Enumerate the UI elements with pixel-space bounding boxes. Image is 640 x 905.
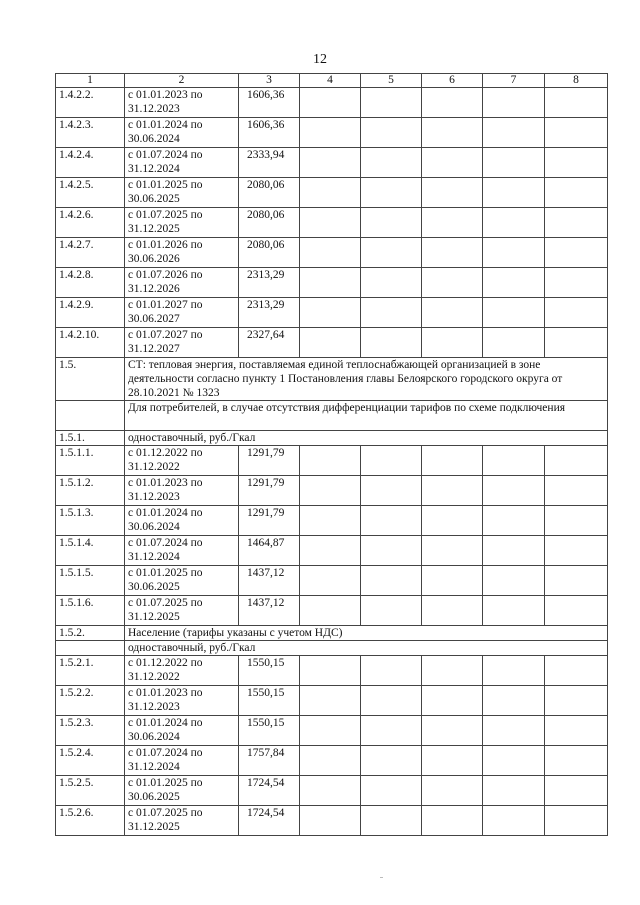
empty-cell — [483, 746, 545, 776]
empty-cell — [545, 238, 608, 268]
row-code: 1.4.2.10. — [56, 328, 125, 358]
empty-cell — [422, 88, 483, 118]
section-text: Население (тарифы указаны с учетом НДС) — [125, 626, 608, 641]
row-period: с 01.07.2025 по 31.12.2025 — [125, 596, 239, 626]
empty-cell — [300, 746, 361, 776]
empty-cell — [300, 476, 361, 506]
table-row — [56, 268, 608, 298]
row-period: с 01.07.2024 по 31.12.2024 — [125, 536, 239, 566]
row-value: 1606,36 — [239, 118, 300, 148]
row-value: 1437,12 — [239, 596, 300, 626]
empty-cell — [483, 268, 545, 298]
empty-cell — [483, 148, 545, 178]
empty-cell — [483, 806, 545, 836]
empty-cell — [361, 208, 422, 238]
empty-cell — [300, 298, 361, 328]
row-code: 1.5.2.1. — [56, 656, 125, 686]
empty-cell — [483, 446, 545, 476]
empty-cell — [422, 776, 483, 806]
empty-cell — [545, 506, 608, 536]
empty-cell — [545, 208, 608, 238]
empty-cell — [483, 328, 545, 358]
row-code: 1.5.2.2. — [56, 686, 125, 716]
empty-cell — [545, 566, 608, 596]
empty-cell — [361, 328, 422, 358]
section-row — [56, 626, 608, 641]
table-row — [56, 806, 608, 836]
table-row — [56, 208, 608, 238]
row-code: 1.4.2.2. — [56, 88, 125, 118]
table-row — [56, 686, 608, 716]
empty-cell — [361, 536, 422, 566]
section-text: Для потребителей, в случае отсутствия дифференциации тарифов по схеме подключения — [125, 401, 608, 431]
row-value: 1464,87 — [239, 536, 300, 566]
row-period: с 01.07.2024 по 31.12.2024 — [125, 148, 239, 178]
section-text: одноставочный, руб./Гкал — [125, 641, 608, 656]
table-row — [56, 328, 608, 358]
empty-cell — [422, 446, 483, 476]
row-period: с 01.01.2023 по 31.12.2023 — [125, 686, 239, 716]
column-header: 8 — [545, 74, 608, 88]
empty-cell — [483, 776, 545, 806]
row-value: 2333,94 — [239, 148, 300, 178]
row-value: 2080,06 — [239, 238, 300, 268]
row-value: 1550,15 — [239, 656, 300, 686]
row-period: с 01.01.2025 по 30.06.2025 — [125, 178, 239, 208]
empty-cell — [300, 446, 361, 476]
row-code: 1.5.1.2. — [56, 476, 125, 506]
section-row — [56, 401, 608, 431]
empty-cell — [545, 746, 608, 776]
row-code: 1.4.2.4. — [56, 148, 125, 178]
empty-cell — [545, 118, 608, 148]
row-code: 1.4.2.9. — [56, 298, 125, 328]
empty-cell — [483, 536, 545, 566]
empty-cell — [422, 596, 483, 626]
table-row — [56, 596, 608, 626]
section-text: одноставочный, руб./Гкал — [125, 431, 608, 446]
row-code: 1.5.1.6. — [56, 596, 125, 626]
row-value: 1291,79 — [239, 476, 300, 506]
table-header-row — [56, 74, 608, 88]
row-value: 1757,84 — [239, 746, 300, 776]
empty-cell — [300, 656, 361, 686]
empty-cell — [361, 238, 422, 268]
row-code: 1.5.1.4. — [56, 536, 125, 566]
row-period: с 01.07.2025 по 31.12.2025 — [125, 208, 239, 238]
row-value: 2080,06 — [239, 178, 300, 208]
empty-cell — [361, 268, 422, 298]
row-period: с 01.07.2024 по 31.12.2024 — [125, 746, 239, 776]
section-code — [56, 641, 125, 656]
empty-cell — [545, 446, 608, 476]
empty-cell — [422, 268, 483, 298]
empty-cell — [361, 656, 422, 686]
row-code: 1.5.1.1. — [56, 446, 125, 476]
empty-cell — [300, 208, 361, 238]
row-period: с 01.01.2027 по 30.06.2027 — [125, 298, 239, 328]
row-period: с 01.07.2025 по 31.12.2025 — [125, 806, 239, 836]
empty-cell — [361, 746, 422, 776]
empty-cell — [483, 178, 545, 208]
empty-cell — [422, 118, 483, 148]
section-row — [56, 358, 608, 401]
empty-cell — [361, 776, 422, 806]
table-row — [56, 148, 608, 178]
empty-cell — [422, 806, 483, 836]
row-value: 2313,29 — [239, 268, 300, 298]
row-period: с 01.01.2024 по 30.06.2024 — [125, 506, 239, 536]
section-row — [56, 641, 608, 656]
empty-cell — [361, 298, 422, 328]
empty-cell — [422, 238, 483, 268]
table-row — [56, 776, 608, 806]
row-value: 1606,36 — [239, 88, 300, 118]
table-row — [56, 118, 608, 148]
row-period: с 01.07.2026 по 31.12.2026 — [125, 268, 239, 298]
empty-cell — [300, 566, 361, 596]
empty-cell — [300, 776, 361, 806]
empty-cell — [545, 268, 608, 298]
empty-cell — [300, 716, 361, 746]
empty-cell — [361, 88, 422, 118]
row-value: 1724,54 — [239, 806, 300, 836]
empty-cell — [361, 566, 422, 596]
row-code: 1.4.2.7. — [56, 238, 125, 268]
row-period: с 01.12.2022 по 31.12.2022 — [125, 446, 239, 476]
empty-cell — [422, 746, 483, 776]
empty-cell — [300, 148, 361, 178]
empty-cell — [300, 596, 361, 626]
row-code: 1.5.1.3. — [56, 506, 125, 536]
empty-cell — [545, 686, 608, 716]
page-number: 12 — [313, 52, 327, 67]
table-row — [56, 178, 608, 208]
table-row — [56, 716, 608, 746]
table-row — [56, 88, 608, 118]
empty-cell — [483, 686, 545, 716]
row-value: 2080,06 — [239, 208, 300, 238]
section-code: 1.5. — [56, 358, 125, 401]
table-row — [56, 536, 608, 566]
empty-cell — [300, 686, 361, 716]
row-period: с 01.01.2025 по 30.06.2025 — [125, 566, 239, 596]
empty-cell — [361, 148, 422, 178]
empty-cell — [300, 178, 361, 208]
column-header: 5 — [361, 74, 422, 88]
row-code: 1.4.2.5. — [56, 178, 125, 208]
empty-cell — [545, 178, 608, 208]
row-value: 1291,79 — [239, 446, 300, 476]
empty-cell — [545, 476, 608, 506]
row-value: 1437,12 — [239, 566, 300, 596]
empty-cell — [361, 806, 422, 836]
empty-cell — [300, 536, 361, 566]
row-period: с 01.01.2023 по 31.12.2023 — [125, 88, 239, 118]
empty-cell — [361, 118, 422, 148]
empty-cell — [422, 506, 483, 536]
empty-cell — [361, 596, 422, 626]
empty-cell — [483, 596, 545, 626]
empty-cell — [545, 298, 608, 328]
empty-cell — [483, 656, 545, 686]
row-period: с 01.01.2024 по 30.06.2024 — [125, 716, 239, 746]
empty-cell — [545, 536, 608, 566]
column-header: 4 — [300, 74, 361, 88]
empty-cell — [483, 238, 545, 268]
empty-cell — [483, 566, 545, 596]
empty-cell — [422, 656, 483, 686]
empty-cell — [300, 268, 361, 298]
table-row — [56, 238, 608, 268]
empty-cell — [422, 716, 483, 746]
empty-cell — [422, 208, 483, 238]
empty-cell — [545, 776, 608, 806]
empty-cell — [300, 118, 361, 148]
row-code: 1.5.2.4. — [56, 746, 125, 776]
empty-cell — [483, 118, 545, 148]
row-code: 1.5.2.5. — [56, 776, 125, 806]
section-text: СТ: тепловая энергия, поставляемая единой теплоснабжающей организацией в зоне деятельности согласно пункту 1 Постановления главы Белоярского городского округа от 28.10.2021 № 1323 — [125, 358, 608, 401]
row-value: 1291,79 — [239, 506, 300, 536]
scan-speck — [380, 877, 383, 878]
table-row — [56, 298, 608, 328]
empty-cell — [361, 716, 422, 746]
empty-cell — [422, 328, 483, 358]
table-row — [56, 446, 608, 476]
empty-cell — [361, 178, 422, 208]
empty-cell — [361, 686, 422, 716]
empty-cell — [545, 88, 608, 118]
empty-cell — [300, 328, 361, 358]
table-row — [56, 566, 608, 596]
empty-cell — [545, 148, 608, 178]
empty-cell — [483, 506, 545, 536]
empty-cell — [422, 476, 483, 506]
column-header: 3 — [239, 74, 300, 88]
column-header: 2 — [125, 74, 239, 88]
section-row — [56, 431, 608, 446]
row-period: с 01.07.2027 по 31.12.2027 — [125, 328, 239, 358]
row-value: 1550,15 — [239, 686, 300, 716]
empty-cell — [545, 596, 608, 626]
row-code: 1.4.2.3. — [56, 118, 125, 148]
column-header: 1 — [56, 74, 125, 88]
section-code: 1.5.1. — [56, 431, 125, 446]
empty-cell — [545, 328, 608, 358]
section-code — [56, 401, 125, 431]
empty-cell — [545, 656, 608, 686]
empty-cell — [483, 88, 545, 118]
empty-cell — [545, 716, 608, 746]
empty-cell — [422, 298, 483, 328]
empty-cell — [483, 476, 545, 506]
row-value: 1724,54 — [239, 776, 300, 806]
empty-cell — [422, 686, 483, 716]
row-period: с 01.01.2025 по 30.06.2025 — [125, 776, 239, 806]
empty-cell — [545, 806, 608, 836]
tariff-table — [55, 73, 608, 836]
section-code: 1.5.2. — [56, 626, 125, 641]
empty-cell — [300, 88, 361, 118]
empty-cell — [422, 566, 483, 596]
row-period: с 01.12.2022 по 31.12.2022 — [125, 656, 239, 686]
row-value: 2313,29 — [239, 298, 300, 328]
empty-cell — [361, 446, 422, 476]
empty-cell — [483, 716, 545, 746]
row-code: 1.4.2.6. — [56, 208, 125, 238]
row-period: с 01.01.2024 по 30.06.2024 — [125, 118, 239, 148]
table-row — [56, 476, 608, 506]
row-value: 2327,64 — [239, 328, 300, 358]
row-period: с 01.01.2023 по 31.12.2023 — [125, 476, 239, 506]
row-code: 1.5.2.6. — [56, 806, 125, 836]
empty-cell — [300, 238, 361, 268]
empty-cell — [422, 148, 483, 178]
row-code: 1.5.2.3. — [56, 716, 125, 746]
table-row — [56, 506, 608, 536]
empty-cell — [361, 506, 422, 536]
empty-cell — [422, 178, 483, 208]
row-value: 1550,15 — [239, 716, 300, 746]
empty-cell — [300, 806, 361, 836]
table-row — [56, 746, 608, 776]
empty-cell — [422, 536, 483, 566]
empty-cell — [483, 298, 545, 328]
row-code: 1.5.1.5. — [56, 566, 125, 596]
column-header: 7 — [483, 74, 545, 88]
table-row — [56, 656, 608, 686]
empty-cell — [300, 506, 361, 536]
empty-cell — [483, 208, 545, 238]
row-code: 1.4.2.8. — [56, 268, 125, 298]
column-header: 6 — [422, 74, 483, 88]
row-period: с 01.01.2026 по 30.06.2026 — [125, 238, 239, 268]
empty-cell — [361, 476, 422, 506]
